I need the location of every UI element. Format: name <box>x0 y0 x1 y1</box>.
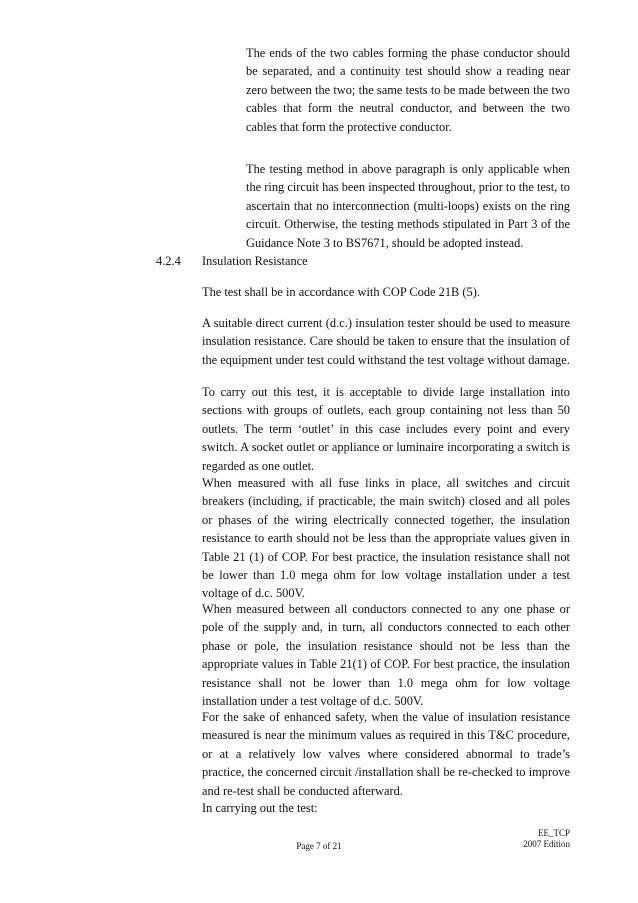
paragraph-enhanced-safety: For the sake of enhanced safety, when the value of insulation resistance measured is near the minimum values as required in this T&C procedure, or at a relatively low valves where considered abnormal to trade’s practice, the concerned circuit /installation shall be re-checked to improve and re-test shall be conducted afterward. <box>202 710 570 798</box>
paragraph-phase-conductor-test: The ends of the two cables forming the phase conductor should be separated, and a continuity test should show a reading near zero between the two; the same tests to be made between the two cables that form the neutral conductor, and between the two cables that form the protective conductor. <box>246 46 570 134</box>
paragraph-fuse-links-measurement: When measured with all fuse links in place, all switches and circuit breakers (including, if practicable, the main switch) closed and all poles or phases of the wiring electrically connected together, the insulation resistance to earth should not be less than the appropriate values given in Table 21 (1) of COP. For best practice, the insulation resistance shall not be lower than 1.0 mega ohm for low voltage installation under a test voltage of d.c. 500V. <box>202 476 570 601</box>
footer-page-number: Page 7 of 21 <box>296 841 342 851</box>
paragraph-divide-installation: To carry out this test, it is acceptable to divide large installation into sections with groups of outlets, each group containing not less than 50 outlets. The term ‘outlet’ in this case includes every point and every switch. A socket outlet or appliance or luminaire incorporating a switch is regarded as one outlet. <box>202 385 570 473</box>
paragraph-testing-method-note: The testing method in above paragraph is only applicable when the ring circuit has been inspected throughout, prior to the test, to ascertain that no interconnection (multi-loops) exists on the ring circuit. Otherwise, the testing methods stipulated in Part 3 of the Guidance Note 3 to BS7671, should be adopted instead. <box>246 162 570 250</box>
paragraph-insulation-tester: A suitable direct current (d.c.) insulation tester should be used to measure insulation resistance. Care should be taken to ensure that the insulation of the equipment under test could withstand the test voltage without damage. <box>202 316 570 367</box>
paragraph-carrying-out-test: In carrying out the test: <box>202 801 318 815</box>
paragraph-conductors-measurement: When measured between all conductors connected to any one phase or pole of the supply and, in turn, all conductors connected to each other phase or pole, the insulation resistance should not be less than the appropriate values in Table 21(1) of COP. For best practice, the insulation resistance shall not be lower than 1.0 mega ohm for low voltage installation under a test voltage of d.c. 500V. <box>202 602 570 709</box>
section-title: Insulation Resistance <box>202 254 308 268</box>
footer-doc-code: EE_TCP <box>537 828 570 838</box>
footer-edition: 2007 Edition <box>523 839 570 849</box>
paragraph-cop-reference: The test shall be in accordance with COP Code 21B (5). <box>202 285 480 299</box>
section-number: 4.2.4 <box>156 254 181 268</box>
